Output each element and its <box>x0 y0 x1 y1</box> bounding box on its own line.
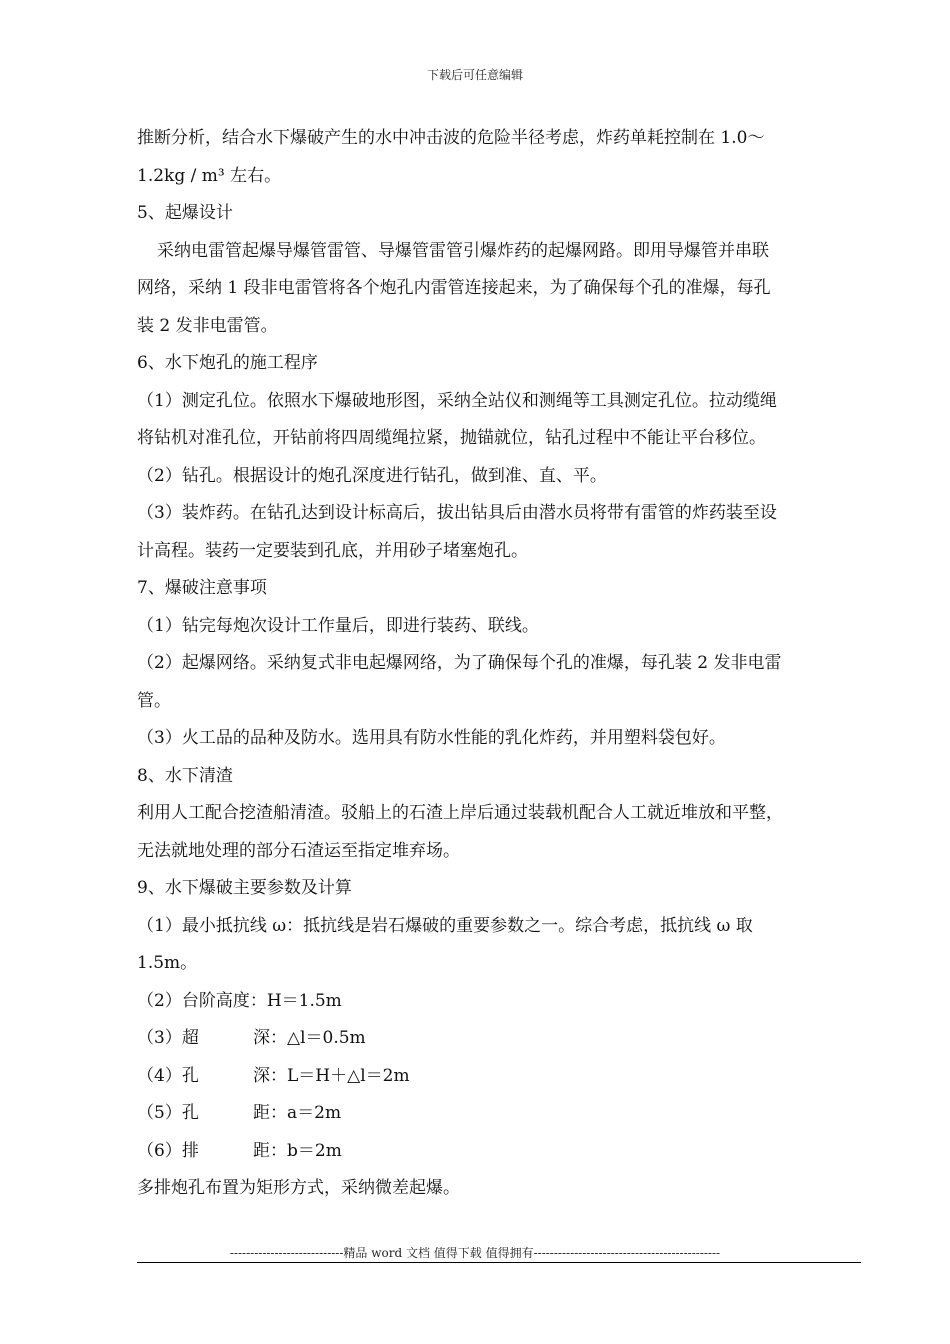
section-heading: 7、爆破注意事项 <box>137 578 267 598</box>
param-label: （6）排 <box>137 1140 199 1161</box>
text-line: 1.2kg / m³ 左右。 <box>137 165 282 186</box>
section-heading: 5、起爆设计 <box>137 203 233 223</box>
section-heading: 9、水下爆破主要参数及计算 <box>137 878 352 898</box>
footer-divider <box>137 1262 861 1263</box>
param-label: （3）超 <box>137 1028 199 1048</box>
section-heading: 8、水下清渣 <box>137 765 233 786</box>
text-line: （2）起爆网络。采纳复式非电起爆网络，为了确保每个孔的准爆，每孔装 2 发非电雷 <box>137 653 782 673</box>
text-line: （3）火工品的品种及防水。选用具有防水性能的乳化炸药，并用塑料袋包好。 <box>137 728 726 748</box>
text-line: （1）测定孔位。依照水下爆破地形图，采纳全站仪和测绳等工具测定孔位。拉动缆绳 <box>137 390 777 411</box>
text-line: 装 2 发非电雷管。 <box>137 315 278 336</box>
page-header: 下载后可任意编辑 <box>426 68 523 82</box>
text-line: 1.5m。 <box>137 953 198 973</box>
param-value: 距：b＝2m <box>253 1140 342 1161</box>
text-line: 采纳电雷管起爆导爆管雷管、导爆管雷管引爆炸药的起爆网路。即用导爆管并串联 <box>157 240 769 261</box>
text-line: 推断分析，结合水下爆破产生的水中冲击波的危险半径考虑，炸药单耗控制在 1.0～ <box>137 128 765 148</box>
text-line: 将钻机对准孔位，开钻前将四周缆绳拉紧，抛锚就位，钻孔过程中不能让平台移位。 <box>137 428 766 448</box>
page-footer: ----------------------------精品 word 文档 值得下载 值得拥有---------------------------------------------- <box>229 1246 721 1260</box>
text-line: 管。 <box>137 690 171 711</box>
document-body <box>137 120 863 1208</box>
text-line: 无法就地处理的部分石渣运至指定堆弃场。 <box>137 840 460 861</box>
param-value: 深：△l＝0.5m <box>253 1028 366 1048</box>
param-value: 深：L＝H＋△l＝2m <box>253 1065 410 1086</box>
param-line <box>137 1133 863 1171</box>
text-line: 网络，采纳 1 段非电雷管将各个炮孔内雷管连接起来，为了确保每个孔的准爆，每孔 <box>137 278 771 298</box>
param-value: 距：a＝2m <box>253 1103 342 1123</box>
text-line: （1）钻完每炮次设计工作量后，即进行装药、联线。 <box>137 615 539 636</box>
section-heading: 6、水下炮孔的施工程序 <box>137 353 318 373</box>
param-label: （5）孔 <box>137 1103 199 1123</box>
text-line: （2）钻孔。根据设计的炮孔深度进行钻孔，做到准、直、平。 <box>137 465 607 486</box>
param-line <box>137 1095 863 1133</box>
text-line: 利用人工配合挖渣船清渣。驳船上的石渣上岸后通过装载机配合人工就近堆放和平整， <box>137 803 783 823</box>
text-line: 计高程。装药一定要装到孔底，并用砂子堵塞炮孔。 <box>137 540 528 561</box>
param-line <box>137 1020 863 1058</box>
param-label: （4）孔 <box>137 1065 199 1086</box>
text-line: （3）装炸药。在钻孔达到设计标高后，拔出钻具后由潜水员将带有雷管的炸药装至设 <box>137 503 777 523</box>
param-line <box>137 1058 863 1096</box>
text-line: 多排炮孔布置为矩形方式，采纳微差起爆。 <box>137 1178 460 1198</box>
text-line: （2）台阶高度：H＝1.5m <box>137 990 342 1011</box>
text-line: （1）最小抵抗线 ω：抵抗线是岩石爆破的重要参数之一。综合考虑，抵抗线 ω 取 <box>137 915 753 936</box>
